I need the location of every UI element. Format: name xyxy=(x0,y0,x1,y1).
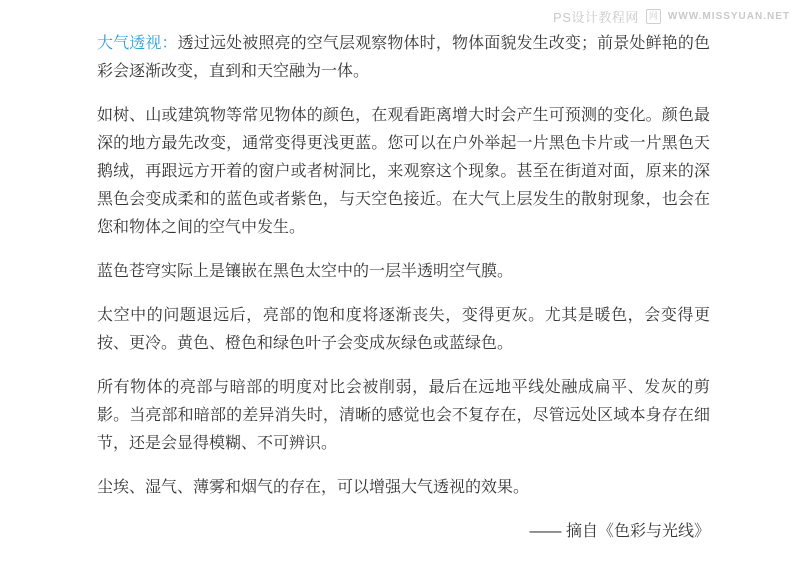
paragraph-saturation: 太空中的问题退远后，亮部的饱和度将逐渐丧失，变得更灰。尤其是暖色，会变得更按、更冷。黄色、橙色和绿色叶子会变成灰绿色或蓝绿色。 xyxy=(97,307,710,352)
watermark-site-name: PS设计教程网 xyxy=(553,10,639,25)
paragraph-common-objects: 如树、山或建筑物等常见物体的颜色，在观看距离增大时会产生可预测的变化。颜色最深的地方最先改变，通常变得更浅更蓝。您可以在户外举起一片黑色卡片或一片黑色天鹅绒，再跟远方开着的窗户或者树洞比，来观察这个现象。甚至在街道对面，原来的深黑色会变成柔和的蓝色或者紫色，与天空色接近。在大气上层发生的散射现象，也会在您和物体之间的空气中发生。 xyxy=(97,107,710,236)
watermark-logo-icon: 网 xyxy=(646,9,661,24)
term-label: 大气透视： xyxy=(97,35,178,52)
article-body xyxy=(97,30,710,562)
watermark-site-url: WWW.MISSYUAN.NET xyxy=(667,11,790,22)
intro-text: 透过远处被照亮的空气层观察物体时，物体面貌发生改变；前景处鲜艳的色彩会逐渐改变，直到和天空融为一体。 xyxy=(97,35,710,80)
paragraph-blue-sky: 蓝色苍穹实际上是镶嵌在黑色太空中的一层半透明空气膜。 xyxy=(97,263,514,280)
watermark xyxy=(553,7,790,26)
paragraph-intro xyxy=(97,30,710,86)
paragraph-contrast: 所有物体的亮部与暗部的明度对比会被削弱，最后在远地平线处融成扁平、发灰的剪影。当亮部和暗部的差异消失时，清晰的感觉也会不复存在，尽管远处区域本身存在细节，还是会显得模糊、不可辨识。 xyxy=(97,379,710,452)
paragraph-dust-moisture: 尘埃、湿气、薄雾和烟气的存在，可以增强大气透视的效果。 xyxy=(97,479,530,496)
attribution: —— 摘自《色彩与光线》 xyxy=(529,523,710,540)
